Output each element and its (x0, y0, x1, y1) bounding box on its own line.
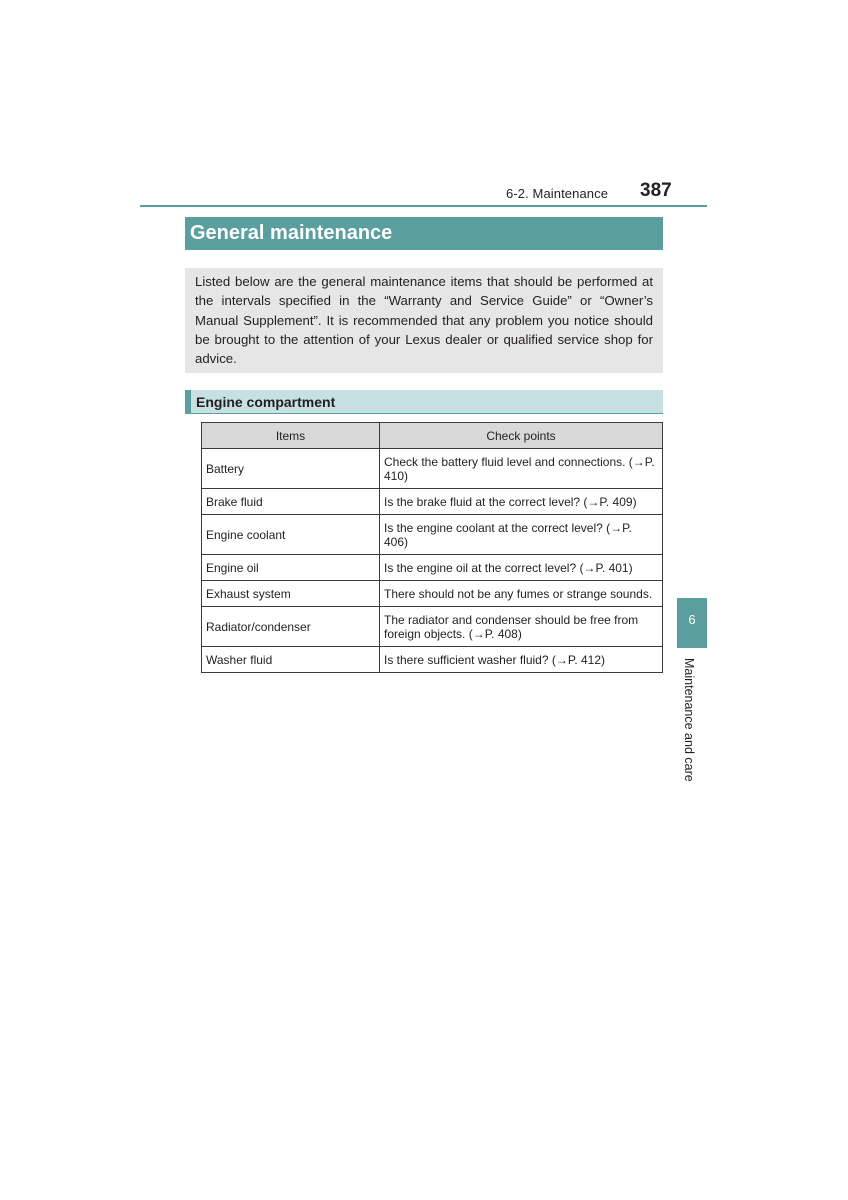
column-header-check-points: Check points (380, 423, 663, 449)
subsection-heading-bar (185, 390, 663, 414)
table-cell-item: Battery (202, 449, 380, 489)
table-cell-check: Is the engine oil at the correct level? (→P. 401) (380, 555, 663, 581)
table-row (202, 449, 663, 489)
table-cell-check: Is the brake fluid at the correct level? (→P. 409) (380, 489, 663, 515)
table-cell-item: Engine coolant (202, 515, 380, 555)
section-reference: 6-2. Maintenance (506, 186, 609, 201)
page-number: 387 (640, 180, 672, 201)
page-title: General maintenance (190, 222, 393, 244)
table-cell-check: Is the engine coolant at the correct level? (→P. 406) (380, 515, 663, 555)
table-cell-check: There should not be any fumes or strange sounds. (380, 581, 663, 607)
table-cell-check: Check the battery fluid level and connections. (→P. 410) (380, 449, 663, 489)
subsection-underline (185, 413, 663, 414)
table-row (202, 515, 663, 555)
table-row (202, 489, 663, 515)
maintenance-table (201, 422, 663, 673)
subsection-heading: Engine compartment (196, 394, 336, 410)
table-cell-check: The radiator and condenser should be free from foreign objects. (→P. 408) (380, 607, 663, 647)
chapter-number: 6 (688, 612, 696, 627)
table-row (202, 581, 663, 607)
chapter-thumb-tab (677, 598, 707, 648)
table-cell-item: Engine oil (202, 555, 380, 581)
table-row (202, 607, 663, 647)
table-row (202, 555, 663, 581)
intro-text: Listed below are the general maintenance items that should be performed at the intervals specified in the “Warranty and Service Guide” or “Owner’s Manual Supplement”. It is recommended that any problem you notice should be brought to the attention of your Lexus dealer or qualified service shop for advice. (195, 274, 653, 367)
table-header-row (202, 423, 663, 449)
table-cell-item: Brake fluid (202, 489, 380, 515)
table-cell-item: Radiator/condenser (202, 607, 380, 647)
column-header-items: Items (202, 423, 380, 449)
title-bar (185, 217, 663, 250)
table-cell-check: Is there sufficient washer fluid? (→P. 412) (380, 647, 663, 673)
table-row (202, 647, 663, 673)
table-cell-item: Washer fluid (202, 647, 380, 673)
running-head (0, 0, 848, 210)
table-cell-item: Exhaust system (202, 581, 380, 607)
chapter-label: Maintenance and care (682, 658, 696, 782)
header-rule (140, 205, 707, 207)
intro-box (185, 268, 663, 373)
